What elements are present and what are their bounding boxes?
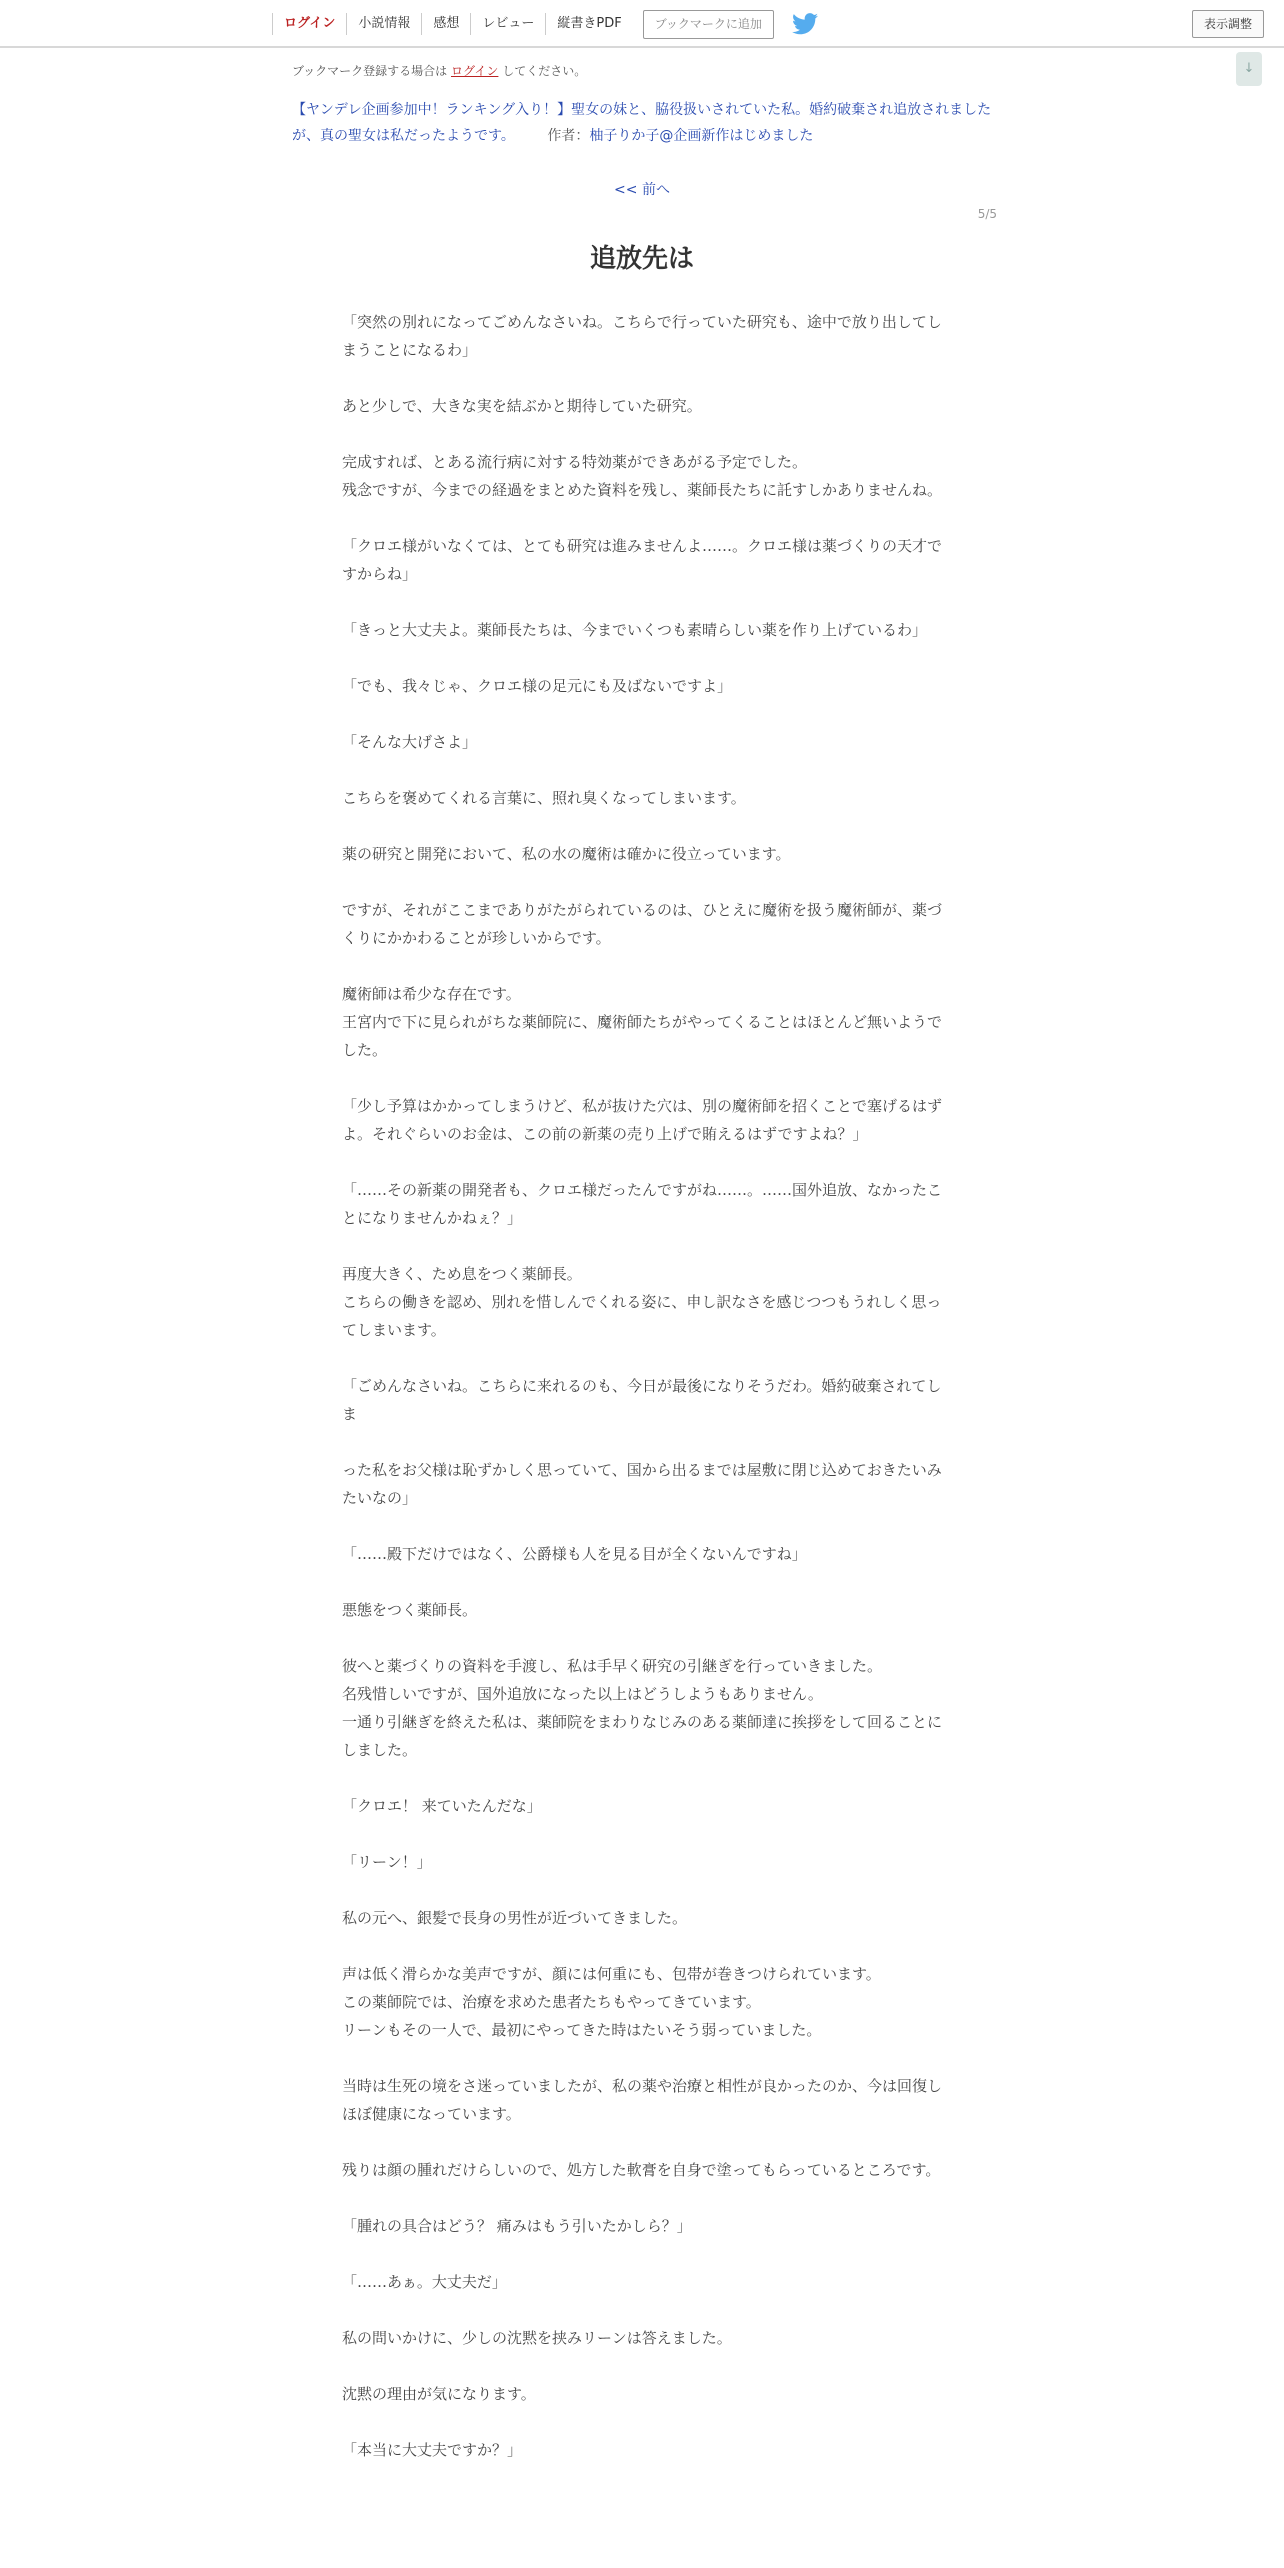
- twitter-bird-icon: [792, 13, 818, 35]
- notice-text-before: ブックマーク登録する場合は: [292, 64, 448, 78]
- body-paragraph: 私の問いかけに、少しの沈黙を挟みリーンは答えました。: [342, 2329, 732, 2347]
- body-paragraph: 残りは顔の腫れだけらしいので、処方した軟膏を自身で塗ってもらっているところです。: [342, 2161, 941, 2179]
- body-paragraph: 「腫れの具合はどう？ 痛みはもう引いたかしら？」: [342, 2217, 692, 2235]
- nav-login[interactable]: ログイン: [272, 13, 346, 35]
- top-header: [0, 0, 1284, 48]
- body-paragraph: 「そんな大げさよ」: [342, 733, 478, 751]
- body-paragraph: こちらを褒めてくれる言葉に、照れ臭くなってしまいます。: [342, 789, 746, 807]
- body-paragraph: った私をお父様は恥ずかしく思っていて、国から出るまでは屋敷に閉じ込めておきたいみたいなの」: [342, 1461, 942, 1507]
- bookmark-login-notice: [292, 62, 586, 79]
- body-paragraph: 再度大きく、ため息をつく薬師長。 こちらの働きを認め、別れを惜しんでくれる姿に、申し訳なさを感じつつもうれしく思ってしまいます。: [342, 1265, 942, 1339]
- bookmark-add-button[interactable]: ブックマークに追加: [643, 10, 774, 39]
- body-paragraph: 「少し予算はかかってしまうけど、私が抜けた穴は、別の魔術師を招くことで塞げるはずよ。それぐらいのお金は、この前の新薬の売り上げで賄えるはずですよね？」: [342, 1097, 943, 1143]
- body-paragraph: 私の元へ、銀髪で長身の男性が近づいてきました。: [342, 1909, 688, 1927]
- nav-impressions[interactable]: 感想: [421, 13, 470, 35]
- body-paragraph: 「きっと大丈夫よ。薬師長たちは、今までいくつも素晴らしい薬を作り上げているわ」: [342, 621, 928, 639]
- body-paragraph: あと少しで、大きな実を結ぶかと期待していた研究。: [342, 397, 702, 415]
- body-paragraph: ですが、それがここまでありがたがられているのは、ひとえに魔術を扱う魔術師が、薬づくりにかかわることが珍しいからです。: [342, 901, 943, 947]
- body-paragraph: 当時は生死の境をさ迷っていましたが、私の薬や治療と相性が良かったのか、今は回復しほぼ健康になっています。: [342, 2077, 943, 2123]
- body-paragraph: 「……その新薬の開発者も、クロエ様だったんですがね……。……国外追放、なかったことになりませんかねぇ？」: [342, 1181, 943, 1227]
- scroll-down-icon[interactable]: ↓: [1236, 52, 1262, 86]
- body-paragraph: 「クロエ様がいなくては、とても研究は進みませんよ……。クロエ様は薬づくりの天才ですからね」: [342, 537, 943, 583]
- body-paragraph: 悪態をつく薬師長。: [342, 1601, 478, 1619]
- prev-nav: [0, 179, 1284, 199]
- novel-body: [342, 308, 942, 2492]
- author-label: 作者：: [547, 128, 590, 144]
- body-paragraph: 「……あぁ。大丈夫だ」: [342, 2273, 507, 2291]
- body-paragraph: 彼へと薬づくりの資料を手渡し、私は手早く研究の引継ぎを行っていきました。 名残惜しいですが、国外追放になった以上はどうしようもありません。 一通り引継ぎを終えた私は、薬師院をまわりなじみのある薬師達に挨拶をして回ることにしました。: [342, 1657, 943, 1759]
- author-link[interactable]: 柚子りか子@企画新作はじめました: [589, 128, 814, 144]
- chapter-title: 追放先は: [589, 244, 694, 274]
- series-info: [292, 97, 1004, 149]
- body-paragraph: 「本当に大丈夫ですか？」: [342, 2441, 523, 2459]
- nav-review[interactable]: レビュー: [470, 13, 545, 35]
- nav-vertical-pdf[interactable]: 縦書きPDF: [545, 13, 632, 35]
- display-settings-button[interactable]: 表示調整: [1192, 10, 1264, 38]
- body-paragraph: 魔術師は希少な存在です。 王宮内で下に見られがちな薬師院に、魔術師たちがやってくることはほとんど無いようでした。: [342, 985, 943, 1059]
- body-paragraph: 「リーン！」: [342, 1853, 432, 1871]
- body-paragraph: 「突然の別れになってごめんなさいね。こちらで行っていた研究も、途中で放り出してしまうことになるわ」: [342, 313, 942, 359]
- prev-link[interactable]: << 前へ: [614, 182, 670, 198]
- body-paragraph: 「クロエ！ 来ていたんだな」: [342, 1797, 542, 1815]
- series-title-link[interactable]: 【ヤンデレ企画参加中！ランキング入り！】聖女の妹と、脇役扱いされていた私。婚約破棄され追放されましたが、真の聖女は私だったようです。: [292, 102, 992, 144]
- twitter-icon[interactable]: [792, 13, 818, 35]
- body-paragraph: 「……殿下だけではなく、公爵様も人を見る目が全くないんですね」: [342, 1545, 807, 1563]
- nav-novel-info[interactable]: 小説情報: [346, 13, 421, 35]
- body-paragraph: 「でも、我々じゃ、クロエ様の足元にも及ばないですよ」: [342, 677, 733, 695]
- body-paragraph: 薬の研究と開発において、私の水の魔術は確かに役立っています。: [342, 845, 791, 863]
- notice-text-after: してください。: [502, 64, 587, 78]
- body-paragraph: 沈黙の理由が気になります。: [342, 2385, 536, 2403]
- page-number: 5/5: [977, 207, 997, 221]
- body-paragraph: 完成すれば、とある流行病に対する特効薬ができあがる予定でした。 残念ですが、今までの経過をまとめた資料を残し、薬師長たちに託すしかありませんね。: [342, 453, 943, 499]
- top-nav: [272, 9, 818, 39]
- body-paragraph: 「ごめんなさいね。こちらに来れるのも、今日が最後になりそうだわ。婚約破棄されてしま: [342, 1377, 942, 1423]
- body-paragraph: 声は低く滑らかな美声ですが、顔には何重にも、包帯が巻きつけられています。 この薬師院では、治療を求めた患者たちもやってきています。 リーンもその一人で、最初にやってきた時はたいそう弱っていました。: [342, 1965, 881, 2039]
- notice-login-link[interactable]: ログイン: [451, 64, 499, 78]
